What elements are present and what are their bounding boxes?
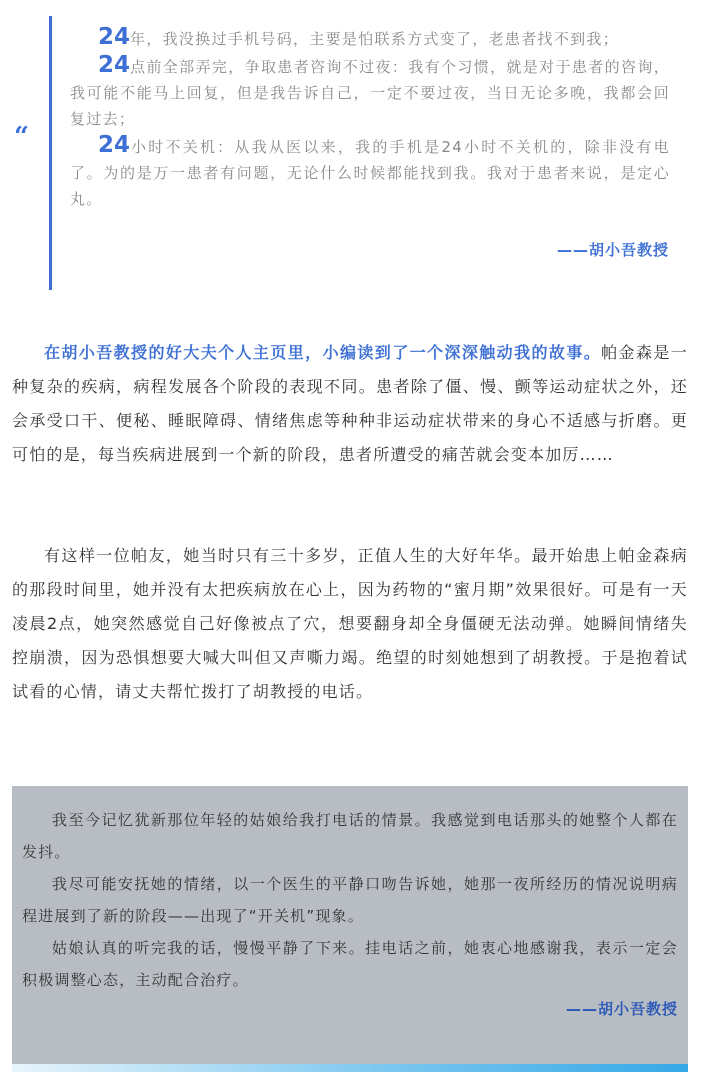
bottom-gradient-bar	[12, 1064, 688, 1072]
story-intro-text: 帕金森是一种复杂的疾病，病程发展各个阶段的表现不同。患者除了僵、慢、颤等运动症状之外，还会承受口干、便秘、睡眠障碍、情绪焦虑等种种非运动症状带来的身心不适感与折磨。更可怕的是，每当疾病进展到一个新的阶段，患者所遭受的痛苦就会变本加厉……	[12, 343, 688, 464]
story-paragraph-2: 有这样一位帕友，她当时只有三十多岁，正值人生的大好年华。最开始患上帕金森病的那段时间里，她并没有太把疾病放在心上，因为药物的“蜜月期”效果很好。可是有一天凌晨2点，她突然感觉自己好像被点了穴，想要翻身却全身僵硬无法动弹。她瞬间情绪失控崩溃，因为恐惧想要大喊大叫但又声嘶力竭。绝望的时刻她想到了胡教授。于是抱着试试看的心情，请丈夫帮忙拨打了胡教授的电话。	[12, 546, 688, 701]
quote-mark-icon: “	[14, 122, 29, 152]
quote-item-text: 点前全部弄完，争取患者咨询不过夜：我有个习惯，就是对于患者的咨询，我可能不能马上回复，但是我告诉自己，一定不要过夜，当日无论多晚，我都会回复过去；	[70, 58, 670, 128]
recollection-box	[12, 786, 688, 1064]
quote-item-number: 24	[98, 52, 131, 78]
recollection-text	[22, 804, 678, 996]
quote-block	[0, 0, 703, 292]
story-intro-highlight: 在胡小吾教授的好大夫个人主页里，小编读到了一个深深触动我的故事。	[44, 343, 602, 362]
quote-item	[70, 52, 670, 132]
quote-item-number: 24	[98, 24, 131, 50]
recollection-paragraph: 姑娘认真的听完我的话，慢慢平静了下来。挂电话之前，她衷心地感谢我，表示一定会积极调整心态，主动配合治疗。	[22, 939, 678, 989]
recollection-paragraph: 我尽可能安抚她的情绪，以一个医生的平静口吻告诉她，她那一夜所经历的情况说明病程进展到了新的阶段——出现了“开关机”现象。	[22, 875, 678, 925]
quote-item-number: 24	[98, 132, 131, 158]
quote-text	[70, 24, 670, 212]
story-intro-paragraph	[12, 336, 688, 472]
recollection-signature: ——胡小吾教授	[565, 1000, 678, 1018]
quote-accent-bar	[49, 16, 52, 290]
quote-item-text: 小时不关机：从我从医以来，我的手机是24小时不关机的，除非没有电了。为的是万一患者有问题，无论什么时候都能找到我。我对于患者来说，是定心丸。	[70, 138, 670, 208]
quote-item	[70, 24, 670, 52]
quote-item-text: 年，我没换过手机号码，主要是怕联系方式变了，老患者找不到我；	[130, 30, 620, 48]
quote-item	[70, 132, 670, 212]
recollection-paragraph: 我至今记忆犹新那位年轻的姑娘给我打电话的情景。我感觉到电话那头的她整个人都在发抖。	[22, 811, 678, 861]
quote-signature: ——胡小吾教授	[556, 241, 669, 259]
